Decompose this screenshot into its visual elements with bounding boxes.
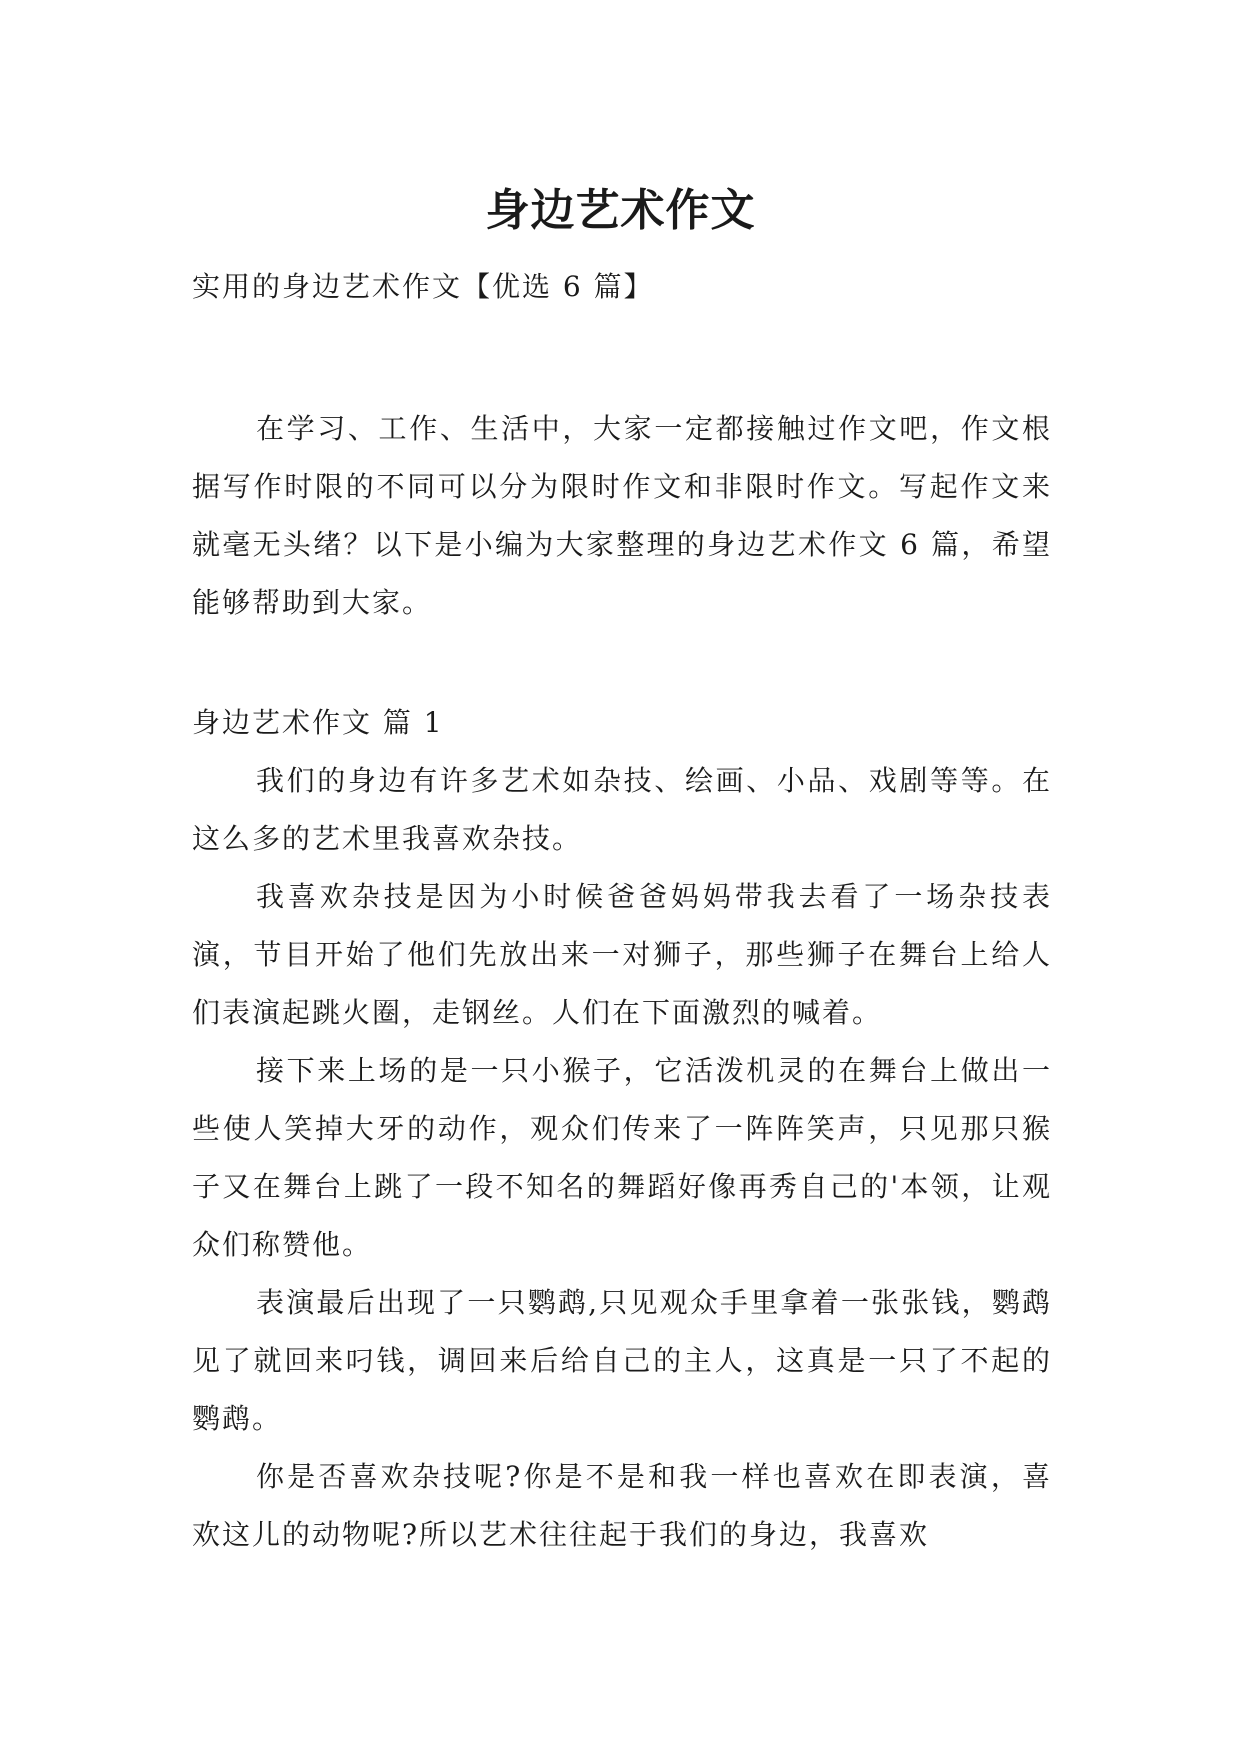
page-title: 身边艺术作文 — [485, 185, 756, 237]
section-heading: 身边艺术作文 篇 1 — [192, 706, 444, 739]
paragraph-4: 表演最后出现了一只鹦鹉,只见观众手里拿着一张张钱，鹦鹉见了就回来叼钱，调回来后给自己的主人，这真是一只了不起的鹦鹉。 — [192, 1286, 1052, 1435]
paragraph-1: 我们的身边有许多艺术如杂技、绘画、小品、戏剧等等。在这么多的艺术里我喜欢杂技。 — [192, 764, 1052, 855]
paragraph-3: 接下来上场的是一只小猴子，它活泼机灵的在舞台上做出一些使人笑掉大牙的动作，观众们传来了一阵阵笑声，只见那只猴子又在舞台上跳了一段不知名的舞蹈好像再秀自己的'本领，让观众们称赞他。 — [192, 1054, 1052, 1261]
document-subtitle: 实用的身边艺术作文【优选 6 篇】 — [192, 270, 654, 303]
intro-paragraph: 在学习、工作、生活中，大家一定都接触过作文吧，作文根据写作时限的不同可以分为限时作文和非限时作文。写起作文来就毫无头绪？以下是小编为大家整理的身边艺术作文 6 篇，希望能够帮助到大家。 — [192, 412, 1052, 619]
paragraph-2: 我喜欢杂技是因为小时候爸爸妈妈带我去看了一场杂技表演，节目开始了他们先放出来一对狮子，那些狮子在舞台上给人们表演起跳火圈，走钢丝。人们在下面激烈的喊着。 — [192, 880, 1052, 1029]
paragraph-5: 你是否喜欢杂技呢?你是不是和我一样也喜欢在即表演，喜欢这儿的动物呢?所以艺术往往起于我们的身边，我喜欢 — [192, 1460, 1052, 1551]
